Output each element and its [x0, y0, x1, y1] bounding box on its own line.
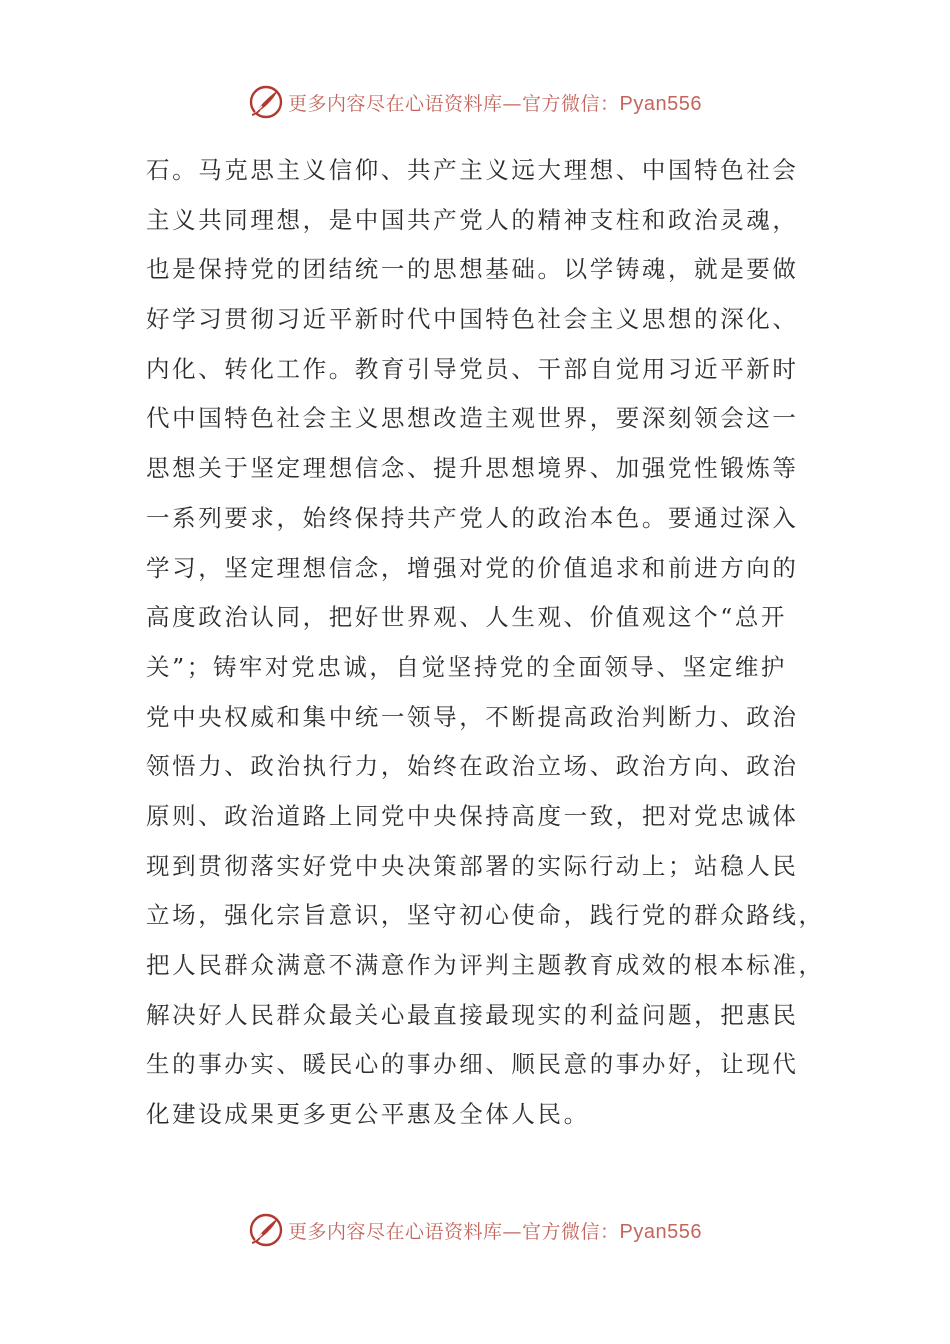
text-line: 一系列要求，始终保持共产党人的政治本色。要通过深入	[146, 503, 799, 532]
text-line: 立场，强化宗旨意识，坚守初心使命，践行党的群众路线，	[146, 901, 825, 930]
footer-banner	[0, 1208, 950, 1252]
text-line: 化建设成果更多更公平惠及全体人民。	[146, 1100, 590, 1129]
text-line: 关”；铸牢对党忠诚，自觉坚持党的全面领导、坚定维护	[146, 652, 788, 681]
text-line: 内化、转化工作。教育引导党员、干部自觉用习近平新时	[146, 354, 799, 383]
text-line: 思想关于坚定理想信念、提升思想境界、加强党性锻炼等	[146, 454, 799, 483]
text-line: 学习，坚定理想信念，增强对党的价值追求和前进方向的	[146, 553, 799, 582]
text-line: 也是保持党的团结统一的思想基础。以学铸魂，就是要做	[146, 255, 799, 284]
text-line: 把人民群众满意不满意作为评判主题教育成效的根本标准，	[146, 951, 825, 979]
text-line: 石。马克思主义信仰、共产主义远大理想、中国特色社会	[146, 156, 799, 184]
quill-pen-logo-icon	[248, 1212, 284, 1248]
banner-text: 更多内容尽在心语资料库—官方微信：Pyan556	[288, 92, 702, 115]
text-line: 主义共同理想，是中国共产党人的精神支柱和政治灵魂，	[146, 205, 799, 234]
text-line: 解决好人民群众最关心最直接最现实的利益问题，把惠民	[146, 1000, 799, 1029]
text-line: 现到贯彻落实好党中央决策部署的实际行动上；站稳人民	[146, 851, 799, 880]
body-text	[146, 146, 825, 1140]
text-line: 生的事办实、暖民心的事办细、顺民意的事办好，让现代	[146, 1050, 799, 1079]
text-line: 党中央权威和集中统一领导，不断提高政治判断力、政治	[146, 702, 799, 731]
wechat-id: Pyan556	[619, 92, 702, 115]
text-line: 高度政治认同，把好世界观、人生观、价值观这个“总开	[146, 603, 788, 632]
text-line: 代中国特色社会主义思想改造主观世界，要深刻领会这一	[146, 404, 799, 433]
wechat-id: Pyan556	[619, 1220, 702, 1243]
banner-text: 更多内容尽在心语资料库—官方微信：Pyan556	[288, 1220, 702, 1243]
text-line: 好学习贯彻习近平新时代中国特色社会主义思想的深化、	[146, 305, 799, 334]
text-line: 原则、政治道路上同党中央保持高度一致，把对党忠诚体	[146, 801, 799, 830]
text-line: 领悟力、政治执行力，始终在政治立场、政治方向、政治	[146, 752, 799, 781]
quill-pen-logo-icon	[248, 84, 284, 120]
header-banner	[0, 80, 950, 124]
